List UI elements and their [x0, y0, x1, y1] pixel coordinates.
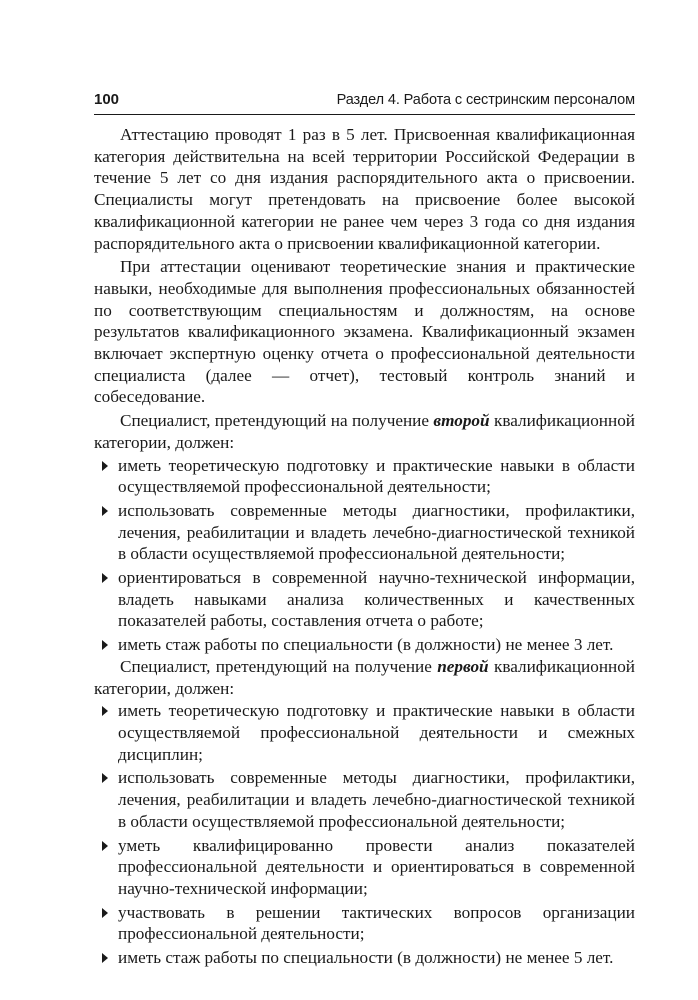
list-item-text: использовать современные методы диагностики, профилактики, лечения, реабилитации и владеть лечебно-диагностической техникой в области осуществляемой профессиональной деятельности;: [118, 500, 635, 564]
list-item: [94, 902, 635, 945]
second-category-requirements: [94, 455, 635, 656]
first-category-requirements: [94, 700, 635, 968]
second-lead-after: квалификационной категории, должен:: [94, 411, 635, 452]
second-lead-before: Специалист, претендующий на получение: [120, 411, 434, 431]
list-item: [94, 700, 635, 765]
list-item: [94, 947, 635, 969]
list-item-text: использовать современные методы диагностики, профилактики, лечения, реабилитации и владеть лечебно-диагностической техникой в области осуществляемой профессиональной деятельности;: [118, 768, 635, 831]
list-item-text: иметь теоретическую подготовку и практические навыки в области осуществляемой профессиональной деятельности и смежных дисциплин;: [118, 701, 635, 764]
list-item-text: ориентироваться в современной научно-технической информации, владеть навыками анализа количественных и качественных показателей работы, составления отчета о работе;: [118, 568, 635, 631]
first-lead-before: Специалист, претендующий на получение: [120, 656, 438, 676]
second-emphasis: второй: [433, 411, 490, 431]
bullet-triangle-icon: [102, 841, 108, 851]
paragraph-assessment: При аттестации оценивают теоретические знания и практические навыки, необходимые для выполнения профессиональных обязанностей по соответствующим специальностям и должностям, на основе результатов квалификационного экзамена. Квалификационный экзамен включает экспертную оценку отчета о профессиональной деятельности специалиста (далее — отчет), тестовый контроль знаний и собеседование.: [94, 257, 635, 407]
paragraph-attestation: Аттестацию проводят 1 раз в 5 лет. Присвоенная квалификационная категория действительна на всей территории Российской Федерации в течение 5 лет со дня издания распорядительного акта о присвоении. Специалисты могут претендовать на присвоение более высокой квалификационной категории не ранее чем через 3 года со дня издания распорядительного акта о присвоении квалификационной категории.: [94, 125, 635, 253]
second-category-lead: [94, 410, 635, 453]
list-item: [94, 835, 635, 900]
bullet-triangle-icon: [102, 908, 108, 918]
bullet-triangle-icon: [102, 953, 108, 963]
list-item-text: иметь стаж работы по специальности (в должности) не менее 3 лет.: [118, 635, 614, 655]
first-lead-after: квалификационной категории, должен:: [94, 656, 636, 698]
page-body: [94, 124, 635, 969]
list-item-text: уметь квалифицированно провести анализ показателей профессиональной деятельности и ориентироваться в современной научно-технической информации;: [118, 835, 635, 898]
bullet-triangle-icon: [102, 706, 108, 716]
first-category-lead: [94, 656, 635, 699]
list-item: [94, 500, 635, 565]
page-number: 100: [94, 91, 120, 108]
section-title: Раздел 4. Работа с сестринским персоналом: [336, 92, 635, 108]
running-header: [94, 90, 635, 115]
bullet-triangle-icon: [102, 506, 108, 516]
list-item: [94, 567, 635, 632]
list-item: [94, 455, 635, 498]
list-item-text: иметь теоретическую подготовку и практические навыки в области осуществляемой профессиональной деятельности;: [118, 455, 635, 497]
list-item: [94, 634, 635, 656]
bullet-triangle-icon: [102, 573, 108, 583]
list-item-text: участвовать в решении тактических вопросов организации профессиональной деятельности;: [118, 902, 635, 944]
bullet-triangle-icon: [102, 461, 108, 471]
bullet-triangle-icon: [102, 640, 108, 650]
first-emphasis: первой: [437, 656, 489, 676]
list-item: [94, 767, 635, 832]
list-item-text: иметь стаж работы по специальности (в должности) не менее 5 лет.: [118, 948, 614, 968]
bullet-triangle-icon: [102, 773, 108, 783]
